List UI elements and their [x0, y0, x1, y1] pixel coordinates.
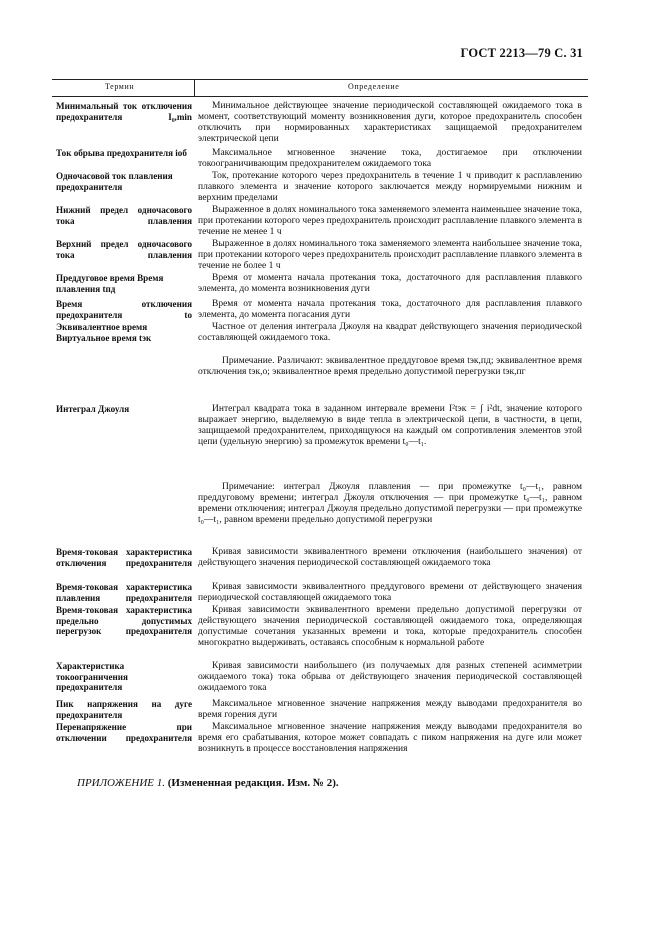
def-operating-time: Время от момента начала протекания тока, достаточного для расплавления плавкого элемента, до момента погасания дуги — [198, 299, 582, 321]
table-top-rule — [52, 79, 588, 80]
column-separator — [194, 79, 195, 96]
def-upper-limit: Выраженное в долях номинального тока заменяемого элемента наибольшее значение тока, при протекании которого через предохранитель происходит расплавление плавкого элемента в течение не более 1 ч — [198, 239, 582, 272]
term-joule-integral: Интеграл Джоуля — [56, 404, 130, 414]
footer-note — [77, 777, 339, 789]
def-cutoff-current: Максимальное мгновенное значение тока, достигаемое при отключении токоограничивающим предохранителем ожидаемого тока — [198, 148, 582, 170]
term-tc-breaking: Время-токовая характеристика отключения предохранителя — [56, 547, 192, 568]
term-upper-limit: Верхний предел одночасового тока плавления — [56, 239, 192, 260]
term-equivalent-time: Эквивалентное время Виртуальное время tэк — [56, 322, 152, 343]
def-tc-overload: Кривая зависимости эквивалентного времени предельно допустимой перегрузки от действующего значения периодической составляющей ожидаемого тока, определяющая допустимые сочетания указанных времени и тока, которые предохранитель способен многократно выдерживать, оставаясь способным к нормальной работе — [198, 605, 582, 649]
appendix-label: ПРИЛОЖЕНИЕ 1. — [77, 777, 165, 789]
note-equivalent-time: Примечание. Различают: эквивалентное преддуговое время tэк,пд; эквивалентное время отключения tэк,о; эквивалентное время предельно допустимой перегрузки tэк,пг — [198, 356, 582, 378]
note-joule-integral: Примечание: интеграл Джоуля плавления — при промежутке t₀—t₁, равном преддуговому времени; интеграл Джоуля отключения — при промежутке t₀—t₁, равном времени отключения; интеграл Джоуля предельно допустимой перегрузки — при промежутке t₀—t₁, равном времени предельно допустимой перегрузки — [198, 482, 582, 526]
def-arc-voltage-peak: Максимальное мгновенное значение напряжения между выводами предохранителя во время горения дуги — [198, 699, 582, 721]
table-header-rule — [52, 96, 588, 97]
def-prearcing-time: Время от момента начала протекания тока, достаточного для расплавления плавкого элемента, до момента возникновения дуги — [198, 273, 582, 295]
term-one-hour-melting-current: Одночасовой ток плавления предохранителя — [56, 171, 173, 192]
def-current-limiting: Кривая зависимости наибольшего (из получаемых для разных степеней асимметрии ожидаемого тока) тока обрыва от действующего значения периодической составляющей ожидаемого тока — [198, 661, 582, 694]
edition-note: (Измененная редакция. Изм. № 2). — [167, 777, 339, 789]
definitions-column — [198, 101, 582, 755]
column-header-term: Термин — [105, 82, 135, 91]
term-prearcing-time: Преддуговое время Время плавления tпд — [56, 273, 164, 294]
term-arc-voltage-peak: Пик напряжения на дуге предохранителя — [56, 699, 192, 720]
term-operating-time: Время отключения предохранителя tо — [56, 299, 192, 320]
def-tc-melting: Кривая зависимости эквивалентного преддугового времени от действующего значения периодической составляющей ожидаемого тока — [198, 582, 582, 604]
column-header-definition: Определение — [348, 82, 400, 91]
terms-column — [56, 101, 192, 751]
term-min-breaking-current: Минимальный ток отключения предохранителя I₀,min — [56, 101, 192, 122]
term-tc-overload: Время-токовая характеристика предельно допустимых перегрузок предохранителя — [56, 605, 192, 637]
def-lower-limit: Выраженное в долях номинального тока заменяемого элемента наименьшее значение тока, при протекании которого через предохранитель происходит расплавление плавкого элемента в течение не менее 1 ч — [198, 205, 582, 238]
page-header: ГОСТ 2213—79 С. 31 — [460, 46, 583, 60]
term-overvoltage: Перенапряжение при отключении предохранителя — [56, 722, 192, 743]
def-min-breaking-current: Минимальное действующее значение периодической составляющей ожидаемого тока в момент, соответствующий моменту возникновения дуги, которое предохранитель способен отключить при нормированных характеристиках защищаемой предохранителем электрической цепи — [198, 101, 582, 145]
term-current-limiting: Характеристика токоограничения предохранителя — [56, 661, 128, 693]
term-lower-limit: Нижний предел одночасового тока плавления — [56, 205, 192, 226]
term-cutoff-current: Ток обрыва предохранителя iоб — [56, 148, 187, 158]
def-tc-breaking: Кривая зависимости эквивалентного времени отключения (наибольшего значения) от действующего значения периодической составляющей ожидаемого тока — [198, 547, 582, 569]
term-tc-melting: Время-токовая характеристика плавления предохранителя — [56, 582, 192, 603]
def-overvoltage: Максимальное мгновенное значение напряжения между выводами предохранителя во время его срабатывания, которое может совпадать с пиком напряжения на дуге или может возникнуть в процессе восстановления напряжения — [198, 722, 582, 755]
def-one-hour-melting-current: Ток, протекание которого через предохранитель в течение 1 ч приводит к расплавлению плавкого элемента и значение которого заключается между нормируемыми нижним и верхним пределами — [198, 171, 582, 204]
def-joule-integral: Интеграл квадрата тока в заданном интервале времени I²tэк = ∫ i²dt, значение которого выражает энергию, выделяемую в виде тепла в электрической цепи, в частности, в цепи, защищаемой предохранителем, приходящуюся на каждый ом сопротивления элементов этой цепи (удельную энергию) за промежуток времени t₀—t₁. — [198, 404, 582, 448]
def-equivalent-time: Частное от деления интеграла Джоуля на квадрат действующего значения периодической составляющей ожидаемого тока. — [198, 322, 582, 344]
